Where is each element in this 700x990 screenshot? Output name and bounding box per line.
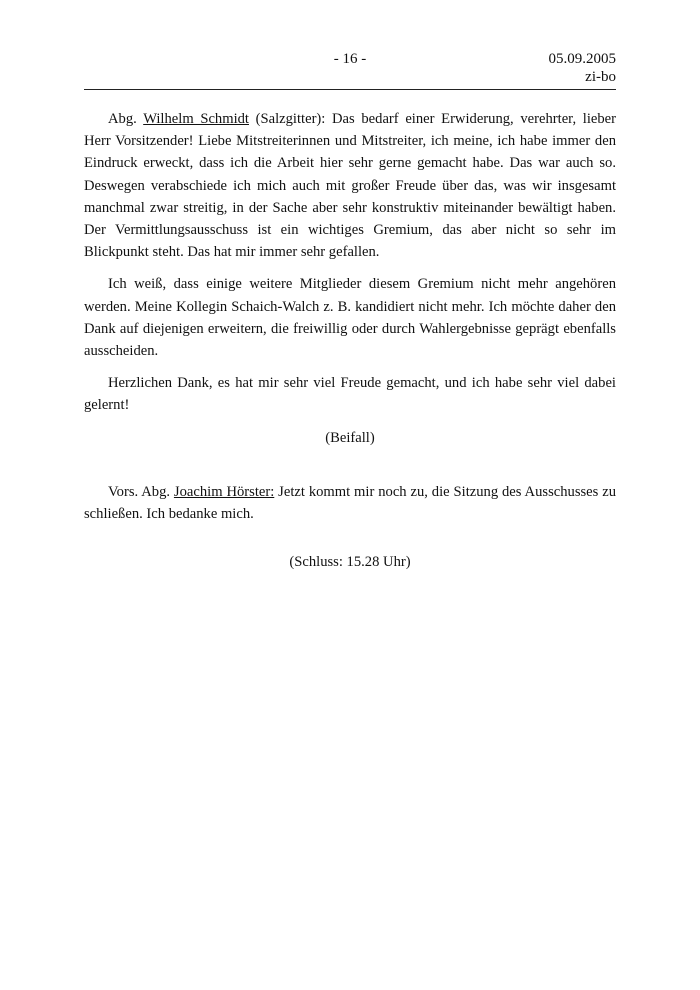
- paragraph-members-leaving: Ich weiß, dass einige weitere Mitglieder diesem Gremium nicht mehr angehören werden. Meine Kollegin Schaich-Walch z. B. kandidiert nicht mehr. Ich möchte daher den Dank auf diejenigen erweitern, die freiwillig oder durch Wahlergebnisse geprägt ebenfalls ausscheiden.: [84, 276, 616, 360]
- paragraph-hoerster-closing: [84, 481, 616, 525]
- applause-note: (Beifall): [325, 429, 375, 446]
- header-date: 05.09.2005: [548, 51, 616, 67]
- page-header: [84, 50, 616, 88]
- spacer: [84, 535, 616, 551]
- paragraph-thanks: Herzlichen Dank, es hat mir sehr viel Freude gemacht, und ich habe sehr viel dabei gelernt!: [84, 375, 616, 414]
- speaker-name-schmidt: Wilhelm Schmidt: [143, 111, 249, 127]
- spacer: [84, 449, 616, 481]
- speaker-name-hoerster: Joachim Hörster:: [173, 483, 275, 500]
- speech-text: Jetzt kommt mir noch zu, die Sitzung des Ausschusses zu schließen. Ich bedanke mich.: [84, 483, 617, 523]
- header-code: zi-bo: [585, 69, 616, 85]
- header-divider: [84, 89, 616, 90]
- closing-time-note: (Schluss: 15.28 Uhr): [289, 554, 411, 571]
- document-body: [84, 108, 616, 573]
- speaker-prefix: Vors. Abg.: [108, 483, 174, 500]
- speech-text: (Salzgitter): Das bedarf einer Erwiderung, verehrter, lieber Herr Vorsitzender! Liebe Mitstreiterinnen und Mitstreiter, ich meine, ich habe immer den Eindruck erweckt, dass ich die Arbeit hier sehr gerne gemacht habe. Das war auch so. Deswegen verabschiede ich mich auch mit großer Freude über das, was wir insgesamt manchmal zwar streitig, in der Sache aber sehr konstruktiv miteinander bewältigt haben. Der Vermittlungsausschuss ist ein wichtiges Gremium, das aber nicht so sehr im Blickpunkt steht. Das hat mir immer sehr gefallen.: [84, 111, 616, 261]
- page-number: - 16 -: [333, 51, 367, 67]
- speaker-prefix: Abg.: [108, 111, 144, 127]
- paragraph-schmidt-speech: [84, 108, 616, 263]
